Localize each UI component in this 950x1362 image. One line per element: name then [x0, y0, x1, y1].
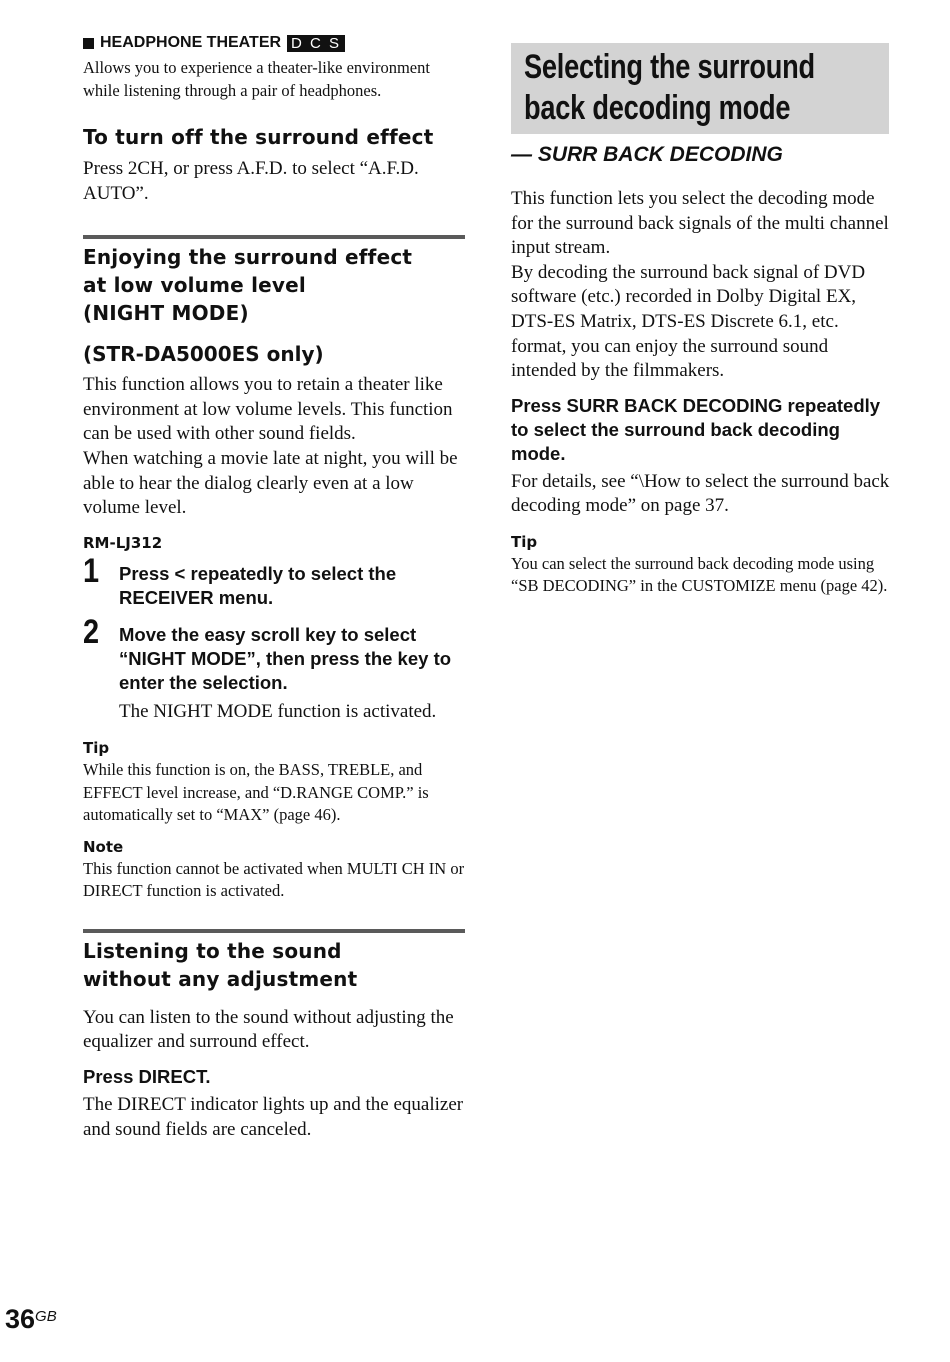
press-direct: Press DIRECT. — [83, 1066, 211, 1088]
section-rule — [83, 929, 465, 933]
direct-heading-line2: without any adjustment — [83, 966, 358, 991]
left-column — [83, 33, 465, 1142]
turn-off-text: Press 2CH, or press A.F.D. to select “A.F.D. AUTO”. — [83, 158, 419, 204]
note-label: Note — [83, 837, 124, 856]
step-2-number: 2 — [83, 612, 100, 651]
page-number — [5, 1304, 57, 1335]
tip-label: Tip — [83, 739, 110, 758]
direct-text: You can listen to the sound without adjusting the equalizer and surround effect. — [83, 1006, 454, 1053]
tip-label: Tip — [511, 532, 538, 551]
step-1-number: 1 — [83, 551, 100, 590]
night-mode-para1: This function allows you to retain a theater like environment at low volume levels. This function can be used with other sound fields. — [83, 374, 453, 445]
note-text: This function cannot be activated when MULTI CH IN or DIRECT function is activated. — [83, 858, 465, 901]
night-mode-heading — [83, 243, 465, 327]
section-title — [524, 47, 876, 129]
page-number-value: 36 — [5, 1304, 36, 1334]
section-rule — [83, 235, 465, 239]
direct-heading-line1: Listening to the sound — [83, 938, 342, 963]
section-title-box — [511, 43, 889, 134]
tip-text: You can select the surround back decoding mode using “SB DECODING” in the CUSTOMIZE menu (page 42). — [511, 553, 888, 596]
night-mode-heading-line3: (NIGHT MODE) — [83, 301, 249, 326]
square-bullet-icon — [83, 38, 94, 49]
step-2-text: Move the easy scroll key to select “NIGHT MODE”, then press the key to enter the selection. — [119, 623, 452, 693]
headphone-theater-description: Allows you to experience a theater-like environment while listening through a pair of headphones. — [83, 58, 430, 100]
night-mode-para2: When watching a movie late at night, you will be able to hear the dialog clearly even at a low volume level. — [83, 447, 458, 519]
section-title-line2: back decoding mode — [524, 89, 791, 127]
surr-back-details: For details, see “\How to select the surround back decoding mode” on page 37. — [511, 470, 890, 517]
right-column — [511, 43, 891, 598]
surr-back-para2: By decoding the surround back signal of DVD software (etc.) recorded in Dolby Digital EX, DTS-ES Matrix, DTS-ES Discrete 6.1, etc. format, you can enjoy the surround sound intended by the filmmakers. — [511, 261, 866, 382]
night-mode-heading-line1: Enjoying the surround effect — [83, 245, 413, 270]
night-mode-subheading: (STR-DA5000ES only) — [83, 342, 324, 367]
remote-model-label: RM-LJ312 — [83, 533, 163, 552]
direct-heading — [83, 937, 465, 993]
step-2-result: The NIGHT MODE function is activated. — [119, 700, 437, 722]
surr-back-para1: This function lets you select the decoding mode for the surround back signals of the multi channel input stream. — [511, 188, 889, 259]
headphone-theater-heading — [83, 33, 465, 53]
section-subtitle: — SURR BACK DECODING — [511, 143, 783, 166]
tip-text: While this function is on, the BASS, TREBLE, and EFFECT level increase, and “D.RANGE COMP.” is automatically set to “MAX” (page 46). — [83, 760, 429, 825]
step-1 — [83, 551, 465, 610]
turn-off-heading: To turn off the surround effect — [83, 125, 434, 149]
headphone-theater-title: HEADPHONE THEATER — [100, 34, 282, 51]
press-surr-back: Press SURR BACK DECODING repeatedly to select the surround back decoding mode. — [511, 394, 881, 464]
step-2 — [83, 612, 465, 695]
step-1-text: Press < repeatedly to select the RECEIVER menu. — [119, 562, 397, 608]
night-mode-heading-line2: at low volume level — [83, 273, 306, 298]
section-title-line1: Selecting the surround — [524, 48, 815, 86]
dcs-badge: D C S — [287, 35, 345, 52]
page-number-suffix: GB — [35, 1308, 57, 1325]
direct-result: The DIRECT indicator lights up and the equalizer and sound fields are canceled. — [83, 1094, 464, 1140]
